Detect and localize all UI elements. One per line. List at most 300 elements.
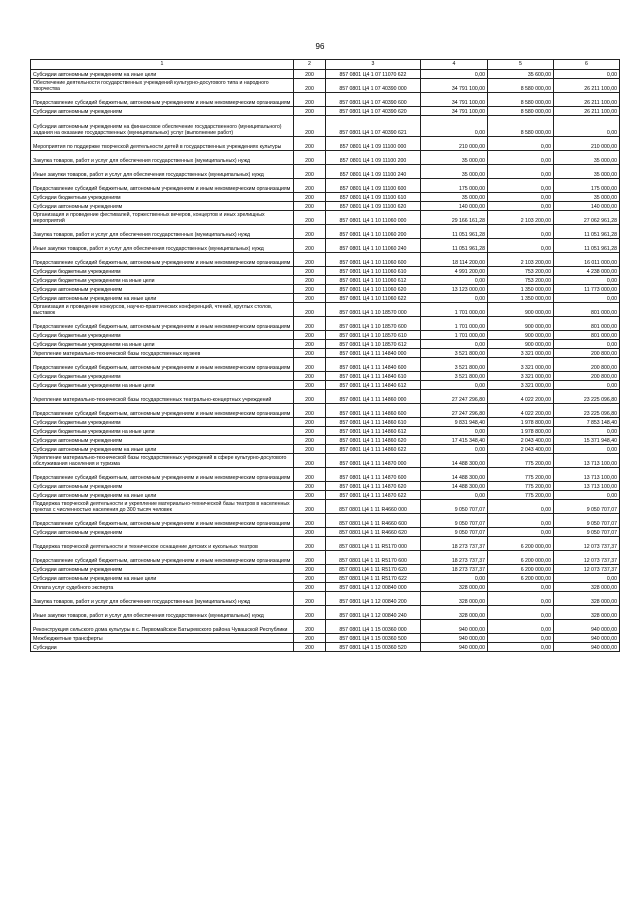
admin-code-cell: 200 [294, 500, 326, 514]
classification-code-cell: 857 0801 Ц4 1 11 14870 600 [326, 468, 421, 482]
expense-name-cell: Субсидии бюджетным учреждениям на иные цели [31, 427, 294, 436]
table-row [31, 583, 620, 592]
amount-total-cell: 940 000,00 [554, 620, 620, 634]
amount-approved-cell: 35 000,00 [421, 165, 488, 179]
amount-change-cell: 0,00 [488, 165, 554, 179]
table-row [31, 193, 620, 202]
amount-change-cell: 2 043 400,00 [488, 445, 554, 454]
classification-code-cell: 857 0801 Ц4 1 10 18570 610 [326, 331, 421, 340]
expense-name-cell: Субсидии автономным учреждениям на иные цели [31, 294, 294, 303]
amount-total-cell: 940 000,00 [554, 634, 620, 643]
table-row [31, 537, 620, 551]
expense-name-cell: Субсидии [31, 643, 294, 652]
amount-total-cell: 328 000,00 [554, 583, 620, 592]
table-row [31, 349, 620, 358]
classification-code-cell: 857 0801 Ц4 1 10 11060 240 [326, 239, 421, 253]
amount-total-cell: 801 000,00 [554, 303, 620, 317]
admin-code-cell: 200 [294, 202, 326, 211]
expense-name-cell: Субсидии автономным учреждениям на иные цели [31, 491, 294, 500]
amount-approved-cell: 328 000,00 [421, 583, 488, 592]
classification-code-cell: 857 0801 Ц4 1 11 14860 612 [326, 427, 421, 436]
table-row [31, 592, 620, 606]
amount-approved-cell: 11 051 961,28 [421, 225, 488, 239]
table-row [31, 294, 620, 303]
budget-table [30, 59, 620, 652]
admin-code-cell: 200 [294, 267, 326, 276]
amount-approved-cell: 3 521 800,00 [421, 372, 488, 381]
amount-total-cell: 27 062 961,28 [554, 211, 620, 225]
classification-code-cell: 857 0801 Ц4 1 07 11070 622 [326, 70, 421, 79]
admin-code-cell: 200 [294, 349, 326, 358]
amount-total-cell: 35 000,00 [554, 193, 620, 202]
amount-approved-cell: 0,00 [421, 491, 488, 500]
admin-code-cell: 200 [294, 294, 326, 303]
amount-change-cell: 900 000,00 [488, 317, 554, 331]
amount-change-cell: 3 321 000,00 [488, 372, 554, 381]
amount-change-cell: 900 000,00 [488, 340, 554, 349]
amount-change-cell: 753 200,00 [488, 267, 554, 276]
admin-code-cell: 200 [294, 381, 326, 390]
amount-approved-cell: 18 114 200,00 [421, 253, 488, 267]
admin-code-cell: 200 [294, 468, 326, 482]
amount-total-cell: 26 211 100,00 [554, 107, 620, 116]
admin-code-cell: 200 [294, 404, 326, 418]
amount-change-cell: 8 580 000,00 [488, 107, 554, 116]
expense-name-cell: Субсидии бюджетным учреждениям на иные цели [31, 381, 294, 390]
amount-approved-cell: 1 701 000,00 [421, 303, 488, 317]
classification-code-cell: 857 0801 Ц4 1 11 R4660 000 [326, 500, 421, 514]
table-row [31, 436, 620, 445]
amount-total-cell: 0,00 [554, 70, 620, 79]
classification-code-cell: 857 0801 Ц4 1 10 11060 000 [326, 211, 421, 225]
amount-total-cell: 16 011 000,00 [554, 253, 620, 267]
classification-code-cell: 857 0801 Ц4 1 11 14860 600 [326, 404, 421, 418]
classification-code-cell: 857 0801 Ц4 1 11 14870 622 [326, 491, 421, 500]
expense-name-cell: Субсидии бюджетным учреждениям [31, 331, 294, 340]
expense-name-cell: Субсидии бюджетным учреждениям на иные цели [31, 276, 294, 285]
amount-change-cell: 4 022 200,00 [488, 390, 554, 404]
classification-code-cell: 857 0801 Ц4 1 12 00840 000 [326, 583, 421, 592]
classification-code-cell: 857 0801 Ц4 1 09 11100 200 [326, 151, 421, 165]
amount-approved-cell: 940 000,00 [421, 620, 488, 634]
admin-code-cell: 200 [294, 454, 326, 468]
amount-change-cell: 0,00 [488, 620, 554, 634]
table-row [31, 107, 620, 116]
admin-code-cell: 200 [294, 551, 326, 565]
admin-code-cell: 200 [294, 574, 326, 583]
amount-approved-cell: 175 000,00 [421, 179, 488, 193]
table-row [31, 482, 620, 491]
amount-total-cell: 23 225 096,80 [554, 390, 620, 404]
amount-total-cell: 200 800,00 [554, 358, 620, 372]
expense-name-cell: Закупка товаров, работ и услуг для обеспечения государственных (муниципальных) нужд [31, 225, 294, 239]
amount-approved-cell: 18 273 737,37 [421, 551, 488, 565]
table-row [31, 317, 620, 331]
amount-change-cell: 0,00 [488, 193, 554, 202]
expense-name-cell: Обеспечение деятельности государственных учреждений культурно-досугового типа и народного творчества [31, 79, 294, 93]
expense-name-cell: Субсидии автономным учреждениям [31, 202, 294, 211]
amount-approved-cell: 9 050 707,07 [421, 528, 488, 537]
amount-change-cell: 3 321 000,00 [488, 349, 554, 358]
amount-total-cell: 0,00 [554, 491, 620, 500]
amount-approved-cell: 0,00 [421, 445, 488, 454]
expense-name-cell: Оплата услуг судебного эксперта [31, 583, 294, 592]
amount-change-cell: 0,00 [488, 500, 554, 514]
amount-change-cell: 0,00 [488, 606, 554, 620]
classification-code-cell: 857 0801 Ц4 1 11 14860 000 [326, 390, 421, 404]
expense-name-cell: Поддержка творческой деятельности и техническое оснащение детских и кукольных театров [31, 537, 294, 551]
classification-code-cell: 857 0801 Ц4 1 07 40390 620 [326, 107, 421, 116]
classification-code-cell: 857 0801 Ц4 1 09 11100 620 [326, 202, 421, 211]
amount-approved-cell: 11 051 961,28 [421, 239, 488, 253]
expense-name-cell: Субсидии автономным учреждениям [31, 285, 294, 294]
amount-approved-cell: 0,00 [421, 574, 488, 583]
table-row [31, 528, 620, 537]
amount-total-cell: 0,00 [554, 294, 620, 303]
classification-code-cell: 857 0801 Ц4 1 07 40390 621 [326, 116, 421, 137]
amount-change-cell: 3 321 000,00 [488, 358, 554, 372]
table-row [31, 468, 620, 482]
classification-code-cell: 857 0801 Ц4 1 11 14840 600 [326, 358, 421, 372]
table-row [31, 358, 620, 372]
amount-approved-cell: 27 247 296,80 [421, 404, 488, 418]
classification-code-cell: 857 0801 Ц4 1 09 11100 600 [326, 179, 421, 193]
amount-change-cell: 1 978 800,00 [488, 418, 554, 427]
amount-approved-cell: 328 000,00 [421, 606, 488, 620]
amount-change-cell: 775 200,00 [488, 454, 554, 468]
expense-name-cell: Субсидии автономным учреждениям на иные цели [31, 445, 294, 454]
amount-change-cell: 8 580 000,00 [488, 79, 554, 93]
amount-change-cell: 2 043 400,00 [488, 436, 554, 445]
amount-change-cell: 2 103 200,00 [488, 253, 554, 267]
expense-name-cell: Предоставление субсидий бюджетным, автономным учреждениям и иным некоммерческим организациям [31, 93, 294, 107]
table-row [31, 418, 620, 427]
admin-code-cell: 200 [294, 445, 326, 454]
page-number: 96 [315, 42, 325, 51]
expense-name-cell: Предоставление субсидий бюджетным, автономным учреждениям и иным некоммерческим организациям [31, 358, 294, 372]
column-header-6: 6 [554, 60, 620, 70]
table-row [31, 634, 620, 643]
amount-change-cell: 0,00 [488, 225, 554, 239]
amount-total-cell: 0,00 [554, 381, 620, 390]
table-row [31, 253, 620, 267]
amount-change-cell: 2 103 200,00 [488, 211, 554, 225]
amount-total-cell: 801 000,00 [554, 317, 620, 331]
expense-name-cell: Укрепление материально-технической базы государственных учреждений в сфере культурно-досугового обслуживания населения и туризма [31, 454, 294, 468]
expense-name-cell: Субсидии автономным учреждениям на иные цели [31, 70, 294, 79]
amount-approved-cell: 17 415 348,40 [421, 436, 488, 445]
amount-change-cell: 8 580 000,00 [488, 93, 554, 107]
amount-approved-cell: 1 701 000,00 [421, 317, 488, 331]
expense-name-cell: Предоставление субсидий бюджетным, автономным учреждениям и иным некоммерческим организациям [31, 179, 294, 193]
table-row [31, 137, 620, 151]
expense-name-cell: Предоставление субсидий бюджетным, автономным учреждениям и иным некоммерческим организациям [31, 468, 294, 482]
amount-change-cell: 0,00 [488, 592, 554, 606]
classification-code-cell: 857 0801 Ц4 1 15 00360 500 [326, 634, 421, 643]
admin-code-cell: 200 [294, 79, 326, 93]
expense-name-cell: Поддержка творческой деятельности и укрепление материально-технической базы театров в населенных пунктах с численностью населения до 300 тысяч человек [31, 500, 294, 514]
amount-approved-cell: 27 247 296,80 [421, 390, 488, 404]
table-row [31, 491, 620, 500]
amount-total-cell: 11 773 000,00 [554, 285, 620, 294]
amount-total-cell: 175 000,00 [554, 179, 620, 193]
admin-code-cell: 200 [294, 137, 326, 151]
expense-name-cell: Субсидии автономным учреждениям на иные цели [31, 574, 294, 583]
amount-approved-cell: 328 000,00 [421, 592, 488, 606]
table-row [31, 276, 620, 285]
amount-total-cell: 13 713 100,00 [554, 454, 620, 468]
amount-change-cell: 6 200 000,00 [488, 537, 554, 551]
amount-approved-cell: 1 701 000,00 [421, 331, 488, 340]
table-row [31, 404, 620, 418]
amount-total-cell: 11 051 961,28 [554, 225, 620, 239]
amount-approved-cell: 0,00 [421, 427, 488, 436]
amount-total-cell: 0,00 [554, 445, 620, 454]
amount-total-cell: 9 050 707,07 [554, 528, 620, 537]
amount-approved-cell: 18 273 737,37 [421, 537, 488, 551]
amount-total-cell: 200 800,00 [554, 349, 620, 358]
classification-code-cell: 857 0801 Ц4 1 12 00840 200 [326, 592, 421, 606]
classification-code-cell: 857 0801 Ц4 1 10 11060 610 [326, 267, 421, 276]
admin-code-cell: 200 [294, 70, 326, 79]
amount-approved-cell: 9 050 707,07 [421, 514, 488, 528]
amount-approved-cell: 14 488 300,00 [421, 482, 488, 491]
table-row [31, 454, 620, 468]
table-row [31, 381, 620, 390]
amount-approved-cell: 14 488 300,00 [421, 468, 488, 482]
table-row [31, 303, 620, 317]
admin-code-cell: 200 [294, 372, 326, 381]
classification-code-cell: 857 0801 Ц4 1 11 14860 610 [326, 418, 421, 427]
amount-change-cell: 753 200,00 [488, 276, 554, 285]
classification-code-cell: 857 0801 Ц4 1 11 14840 610 [326, 372, 421, 381]
amount-approved-cell: 140 000,00 [421, 202, 488, 211]
classification-code-cell: 857 0801 Ц4 1 10 11060 600 [326, 253, 421, 267]
classification-code-cell: 857 0801 Ц4 1 09 11100 610 [326, 193, 421, 202]
amount-total-cell: 12 073 737,37 [554, 565, 620, 574]
classification-code-cell: 857 0801 Ц4 1 10 18570 612 [326, 340, 421, 349]
expense-name-cell: Субсидии бюджетным учреждениям [31, 193, 294, 202]
amount-total-cell: 35 000,00 [554, 151, 620, 165]
admin-code-cell: 200 [294, 390, 326, 404]
amount-approved-cell: 0,00 [421, 340, 488, 349]
expense-name-cell: Субсидии бюджетным учреждениям [31, 372, 294, 381]
amount-approved-cell: 29 166 161,28 [421, 211, 488, 225]
amount-change-cell: 0,00 [488, 202, 554, 211]
column-number-row [31, 60, 620, 70]
admin-code-cell: 200 [294, 303, 326, 317]
amount-approved-cell: 35 000,00 [421, 193, 488, 202]
expense-name-cell: Закупка товаров, работ и услуг для обеспечения государственных (муниципальных) нужд [31, 151, 294, 165]
expense-name-cell: Субсидии бюджетным учреждениям [31, 267, 294, 276]
amount-total-cell: 23 225 096,80 [554, 404, 620, 418]
amount-approved-cell: 18 273 737,37 [421, 565, 488, 574]
amount-change-cell: 775 200,00 [488, 491, 554, 500]
expense-name-cell: Иные закупки товаров, работ и услуг для обеспечения государственных (муниципальных) нужд [31, 165, 294, 179]
amount-total-cell: 35 000,00 [554, 165, 620, 179]
admin-code-cell: 200 [294, 358, 326, 372]
table-body [31, 70, 620, 652]
admin-code-cell: 200 [294, 583, 326, 592]
classification-code-cell: 857 0801 Ц4 1 10 11060 200 [326, 225, 421, 239]
table-row [31, 165, 620, 179]
classification-code-cell: 857 0801 Ц4 1 10 18570 000 [326, 303, 421, 317]
amount-total-cell: 0,00 [554, 116, 620, 137]
amount-total-cell: 0,00 [554, 427, 620, 436]
amount-total-cell: 140 000,00 [554, 202, 620, 211]
amount-total-cell: 210 000,00 [554, 137, 620, 151]
amount-change-cell: 1 350 000,00 [488, 285, 554, 294]
admin-code-cell: 200 [294, 528, 326, 537]
table-row [31, 340, 620, 349]
amount-change-cell: 0,00 [488, 151, 554, 165]
classification-code-cell: 857 0801 Ц4 1 11 14860 622 [326, 445, 421, 454]
amount-total-cell: 0,00 [554, 574, 620, 583]
admin-code-cell: 200 [294, 620, 326, 634]
expense-name-cell: Укрепление материально-технической базы государственных театрально-концертных учреждений [31, 390, 294, 404]
amount-change-cell: 900 000,00 [488, 303, 554, 317]
amount-change-cell: 6 200 000,00 [488, 574, 554, 583]
admin-code-cell: 200 [294, 643, 326, 652]
amount-change-cell: 4 022 200,00 [488, 404, 554, 418]
amount-approved-cell: 14 488 300,00 [421, 454, 488, 468]
amount-change-cell: 8 580 000,00 [488, 116, 554, 137]
table-row [31, 427, 620, 436]
classification-code-cell: 857 0801 Ц4 1 07 40390 600 [326, 93, 421, 107]
classification-code-cell: 857 0801 Ц4 1 11 14870 620 [326, 482, 421, 491]
expense-name-cell: Организация и проведение фестивалей, торжественных вечеров, концертов и иных зрелищных мероприятий [31, 211, 294, 225]
table-row [31, 70, 620, 79]
table-row [31, 239, 620, 253]
admin-code-cell: 200 [294, 537, 326, 551]
table-row [31, 179, 620, 193]
admin-code-cell: 200 [294, 225, 326, 239]
expense-name-cell: Мероприятия по поддержке творческой деятельности детей в государственных учреждениях культуры [31, 137, 294, 151]
admin-code-cell: 200 [294, 436, 326, 445]
classification-code-cell: 857 0801 Ц4 1 15 00360 000 [326, 620, 421, 634]
classification-code-cell: 857 0801 Ц4 1 09 11100 240 [326, 165, 421, 179]
amount-change-cell: 775 200,00 [488, 468, 554, 482]
amount-total-cell: 11 051 961,28 [554, 239, 620, 253]
amount-change-cell: 6 200 000,00 [488, 551, 554, 565]
table-row [31, 514, 620, 528]
expense-name-cell: Субсидии автономным учреждениям на финансовое обеспечение государственного (муниципального) задания на оказание государственных (муниципальных) услуг (выполнение работ) [31, 116, 294, 137]
amount-change-cell: 6 200 000,00 [488, 565, 554, 574]
table-row [31, 79, 620, 93]
table-row [31, 211, 620, 225]
admin-code-cell: 200 [294, 211, 326, 225]
table-row [31, 551, 620, 565]
table-row [31, 643, 620, 652]
amount-total-cell: 13 713 100,00 [554, 482, 620, 491]
table-row [31, 116, 620, 137]
expense-name-cell: Межбюджетные трансферты [31, 634, 294, 643]
admin-code-cell: 200 [294, 565, 326, 574]
expense-name-cell: Закупка товаров, работ и услуг для обеспечения государственных (муниципальных) нужд [31, 592, 294, 606]
admin-code-cell: 200 [294, 116, 326, 137]
expense-name-cell: Предоставление субсидий бюджетным, автономным учреждениям и иным некоммерческим организациям [31, 514, 294, 528]
classification-code-cell: 857 0801 Ц4 1 10 11060 620 [326, 285, 421, 294]
admin-code-cell: 200 [294, 93, 326, 107]
admin-code-cell: 200 [294, 606, 326, 620]
expense-name-cell: Субсидии автономным учреждениям [31, 565, 294, 574]
amount-change-cell: 0,00 [488, 514, 554, 528]
amount-change-cell: 0,00 [488, 528, 554, 537]
amount-total-cell: 4 238 000,00 [554, 267, 620, 276]
expense-name-cell: Субсидии бюджетным учреждениям [31, 418, 294, 427]
amount-change-cell: 0,00 [488, 643, 554, 652]
table-row [31, 390, 620, 404]
classification-code-cell: 857 0801 Ц4 1 11 14870 000 [326, 454, 421, 468]
amount-approved-cell: 34 791 100,00 [421, 93, 488, 107]
admin-code-cell: 200 [294, 239, 326, 253]
table-row [31, 606, 620, 620]
amount-approved-cell: 210 000,00 [421, 137, 488, 151]
amount-approved-cell: 9 831 948,40 [421, 418, 488, 427]
amount-total-cell: 26 211 100,00 [554, 79, 620, 93]
amount-total-cell: 7 853 148,40 [554, 418, 620, 427]
table-row [31, 372, 620, 381]
amount-change-cell: 3 321 000,00 [488, 381, 554, 390]
amount-total-cell: 0,00 [554, 340, 620, 349]
amount-approved-cell: 0,00 [421, 276, 488, 285]
expense-name-cell: Организация и проведение конкурсов, научно-практических конференций, чтений, круглых столов, выставок [31, 303, 294, 317]
table-row [31, 93, 620, 107]
table-row [31, 225, 620, 239]
amount-approved-cell: 3 521 800,00 [421, 349, 488, 358]
expense-name-cell: Предоставление субсидий бюджетным, автономным учреждениям и иным некоммерческим организациям [31, 253, 294, 267]
amount-total-cell: 801 000,00 [554, 331, 620, 340]
classification-code-cell: 857 0801 Ц4 1 11 14860 620 [326, 436, 421, 445]
amount-total-cell: 940 000,00 [554, 643, 620, 652]
amount-approved-cell: 4 991 200,00 [421, 267, 488, 276]
amount-total-cell: 12 073 737,37 [554, 537, 620, 551]
amount-approved-cell: 0,00 [421, 294, 488, 303]
table-row [31, 445, 620, 454]
amount-approved-cell: 34 791 100,00 [421, 107, 488, 116]
amount-approved-cell: 0,00 [421, 116, 488, 137]
admin-code-cell: 200 [294, 193, 326, 202]
amount-change-cell: 775 200,00 [488, 482, 554, 491]
admin-code-cell: 200 [294, 427, 326, 436]
amount-change-cell: 35 600,00 [488, 70, 554, 79]
amount-change-cell: 0,00 [488, 239, 554, 253]
table-row [31, 620, 620, 634]
column-header-2: 2 [294, 60, 326, 70]
amount-approved-cell: 940 000,00 [421, 643, 488, 652]
classification-code-cell: 857 0801 Ц4 1 11 R5170 622 [326, 574, 421, 583]
amount-total-cell: 328 000,00 [554, 592, 620, 606]
classification-code-cell: 857 0801 Ц4 1 12 00840 240 [326, 606, 421, 620]
amount-change-cell: 1 978 800,00 [488, 427, 554, 436]
admin-code-cell: 200 [294, 340, 326, 349]
expense-name-cell: Предоставление субсидий бюджетным, автономным учреждениям и иным некоммерческим организациям [31, 317, 294, 331]
admin-code-cell: 200 [294, 179, 326, 193]
expense-name-cell: Предоставление субсидий бюджетным, автономным учреждениям и иным некоммерческим организациям [31, 551, 294, 565]
amount-change-cell: 1 350 000,00 [488, 294, 554, 303]
admin-code-cell: 200 [294, 634, 326, 643]
admin-code-cell: 200 [294, 253, 326, 267]
admin-code-cell: 200 [294, 151, 326, 165]
amount-change-cell: 0,00 [488, 179, 554, 193]
admin-code-cell: 200 [294, 317, 326, 331]
amount-total-cell: 9 050 707,07 [554, 514, 620, 528]
expense-name-cell: Предоставление субсидий бюджетным, автономным учреждениям и иным некоммерческим организациям [31, 404, 294, 418]
classification-code-cell: 857 0801 Ц4 1 10 18570 600 [326, 317, 421, 331]
admin-code-cell: 200 [294, 285, 326, 294]
admin-code-cell: 200 [294, 276, 326, 285]
amount-approved-cell: 940 000,00 [421, 634, 488, 643]
